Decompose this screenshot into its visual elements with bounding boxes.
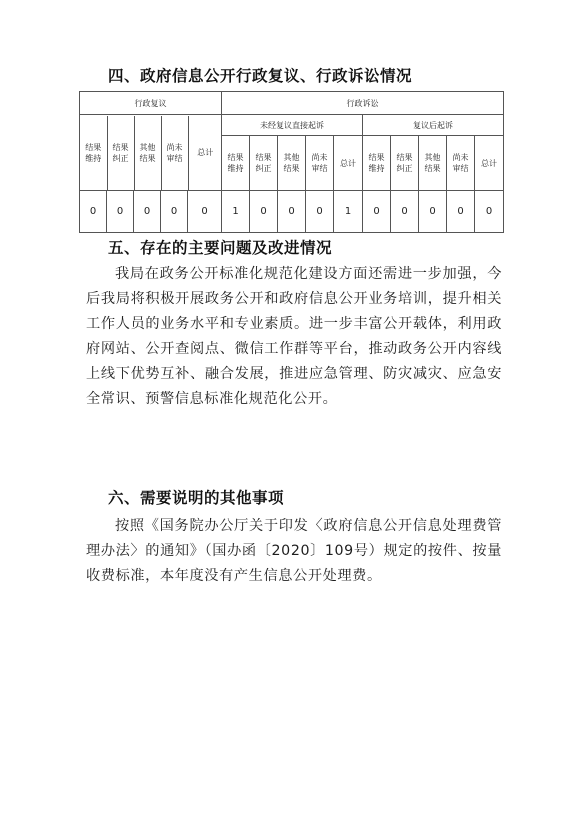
table-cell: 0 xyxy=(134,191,161,233)
col-label-other: 其他结果 xyxy=(278,136,306,191)
direct-suit-header: 未经复议直接起诉 xyxy=(222,115,363,136)
col-label-upheld: 结果维持 xyxy=(363,136,391,191)
table-cell: 0 xyxy=(107,191,134,233)
table-header-row xyxy=(80,92,504,115)
col-label-other: 其他结果 xyxy=(134,116,161,190)
table-cell: 0 xyxy=(161,191,188,233)
admin-litigation-header: 行政诉讼 xyxy=(222,92,504,115)
section-6-body: 按照《国务院办公厅关于印发〈政府信息公开信息处理费管理办法〉的通知》（国办函〔2020〕109号）规定的按件、按量收费标准，本年度没有产生信息公开处理费。 xyxy=(86,518,502,584)
after-review-suit-header: 复议后起诉 xyxy=(363,115,504,136)
col-label-corrected: 结果纠正 xyxy=(250,136,278,191)
col-label-upheld: 结果维持 xyxy=(80,116,107,190)
section-5-heading: 五、存在的主要问题及改进情况 xyxy=(108,239,333,257)
table-cell: 0 xyxy=(278,191,306,233)
table-cell: 1 xyxy=(334,191,363,233)
table-cell: 0 xyxy=(419,191,447,233)
review-litigation-table xyxy=(79,91,504,233)
table-cell: 1 xyxy=(222,191,250,233)
col-label-corrected: 结果纠正 xyxy=(107,116,134,190)
table-cell: 0 xyxy=(306,191,334,233)
table-cell: 0 xyxy=(188,191,222,233)
col-label-pending: 尚未审结 xyxy=(161,116,188,190)
col-label-pending: 尚未审结 xyxy=(306,136,334,191)
table-subheader-row xyxy=(80,115,504,136)
table-cell: 0 xyxy=(363,191,391,233)
table-cell: 0 xyxy=(80,191,107,233)
section-5-body: 我局在政务公开标准化规范化建设方面还需进一步加强，今后我局将积极开展政务公开和政府信息公开业务培训，提升相关工作人员的业务水平和专业素质。进一步丰富公开载体，利用政府网站、公开查阅点、微信工作群等平台，推动政务公开内容线上线下优势互补、融合发展，推进应急管理、防灾减灾、应急安全常识、预警信息标准化规范化公开。 xyxy=(86,266,502,407)
col-label-total: 总计 xyxy=(475,136,504,191)
table-row xyxy=(80,191,504,233)
col-label-corrected: 结果纠正 xyxy=(391,136,419,191)
table-cell: 0 xyxy=(391,191,419,233)
admin-review-header: 行政复议 xyxy=(80,92,222,115)
section-4-heading: 四、政府信息公开行政复议、行政诉讼情况 xyxy=(108,67,413,85)
table-cell: 0 xyxy=(250,191,278,233)
col-label-other: 其他结果 xyxy=(419,136,447,191)
admin-review-columns xyxy=(80,115,222,191)
table-cell: 0 xyxy=(447,191,475,233)
col-label-total: 总计 xyxy=(197,148,214,157)
section-6-heading: 六、需要说明的其他事项 xyxy=(108,489,285,507)
col-label-pending: 尚未审结 xyxy=(447,136,475,191)
table-cell: 0 xyxy=(475,191,504,233)
col-label-total: 总计 xyxy=(334,136,363,191)
col-label-upheld: 结果维持 xyxy=(222,136,250,191)
